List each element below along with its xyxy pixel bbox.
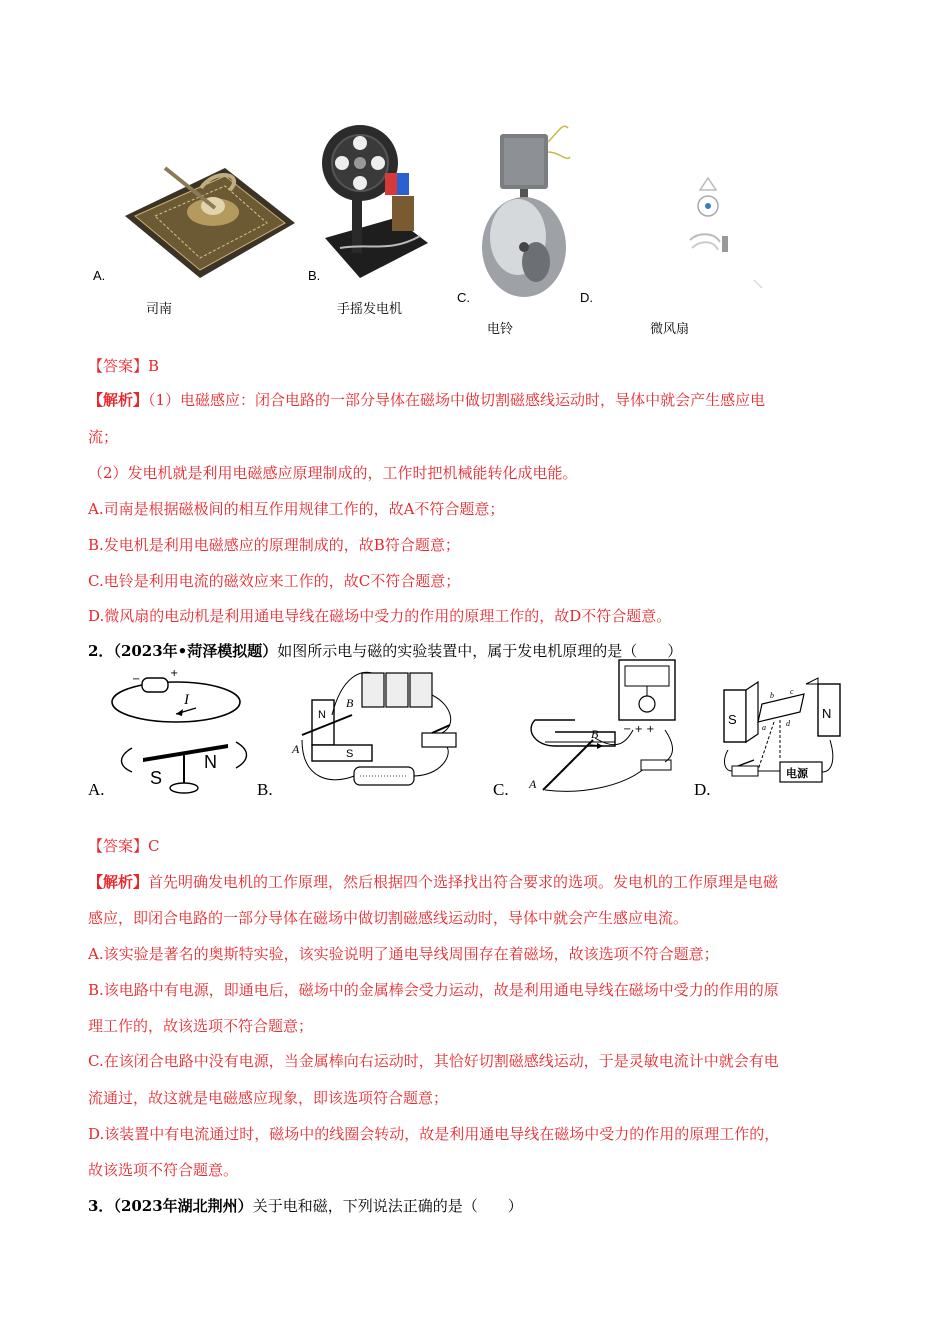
point-a-label: A [292,742,300,756]
q1-analysis-line-1 [88,390,765,410]
q2-analysis-opt-d-2: 故该选项不符合题意。 [88,1161,239,1179]
question-source: （2023年•菏泽模拟题） [113,642,278,660]
q2-analysis-opt-d-1: D.该装置中有电流通过时，磁场中的线圈会转动，故是利用通电导线在磁场中受力的作用的原理工作的， [88,1125,780,1143]
q2-analysis-opt-a: A.该实验是著名的奥斯特实验，该实验说明了通电导线周围存在着磁场，故该选项不符合题意； [88,945,719,963]
question-number: 3． [88,1197,114,1215]
q2-option-b-label: B. [257,780,273,799]
point-b-label: B [591,727,599,741]
q1-analysis-opt-c: C.电铃是利用电流的磁效应来工作的，故C不符合题意； [88,572,461,590]
pole-n-label: N [318,709,326,721]
q2-diagram-b [282,655,472,795]
q2-analysis-opt-c-2: 流通过，故这就是电磁感应现象，即该选项符合题意； [88,1089,449,1107]
answer-tag: 【答案】 [88,357,149,375]
point-b-label: B [346,696,354,710]
q1-option-b-caption: 手摇发电机 [337,302,403,317]
q2-analysis-opt-b-2: 理工作的，故该选项不符合题意； [88,1017,314,1035]
q1-analysis-opt-d: D.微风扇的电动机是利用通电导线在磁场中受力的作用的原理工作的，故D不符合题意。 [88,607,672,625]
svg-text:a: a [762,723,766,732]
q2-analysis-line-2: 感应，即闭合电路的一部分导体在磁场中做切割磁感线运动时，导体中就会产生感应电流。 [88,909,689,927]
answer-tag: 【答案】 [88,837,149,855]
svg-text:c: c [790,687,794,696]
answer-value: C [148,837,160,855]
q2-diagram-d [718,670,848,800]
q2-analysis-line-1 [88,872,778,892]
svg-text:+: + [170,668,179,679]
q1-option-c-image [478,122,573,302]
q1-option-c-caption: 电铃 [487,322,514,337]
svg-text:−: − [132,674,141,685]
svg-text:b: b [770,691,774,700]
q1-option-a-caption: 司南 [146,302,173,317]
power-source-label: 电源 [786,767,808,780]
pole-s-label: S [150,768,163,788]
q1-option-a-image [105,128,300,293]
question-stem: 如图所示电与磁的实验装置中，属于发电机原理的是（ ） [277,642,683,660]
question-number: 2． [88,642,114,660]
q1-option-a-label: A. [93,268,106,283]
answer-value: B [148,357,160,375]
q1-option-b-image [320,118,430,298]
pole-s-label: S [728,712,737,727]
svg-text:d: d [786,719,790,728]
q2-diagram-a [88,660,258,805]
q1-analysis-opt-a: A.司南是根据磁极间的相互作用规律工作的，故A不符合题意； [88,500,505,518]
current-label: I [184,692,189,708]
q1-option-b-label: B. [308,268,321,283]
svg-text:− + +: − + + [623,724,655,735]
analysis-text: 首先明确发电机的工作原理，然后根据四个选择找出符合要求的选项。发电机的工作原理是电磁 [148,873,779,891]
point-a-label: A [529,777,537,791]
analysis-tag: 【解析】 [88,873,149,891]
q1-analysis-line-1-cont: 流； [88,428,119,446]
q1-option-d-label: D. [580,290,593,305]
q1-option-d-image [670,170,770,300]
q2-diagram-c [515,650,685,800]
pole-n-label: N [822,706,832,721]
question-source: （2023年湖北荆州） [113,1197,253,1215]
q2-option-a-label: A. [88,780,105,799]
q2-analysis-opt-b-1: B.该电路中有电源，即通电后，磁场中的金属棒会受力运动，故是利用通电导线在磁场中受力的作用的原 [88,981,779,999]
pole-s-label: S [346,748,354,760]
analysis-text: （1）电磁感应：闭合电路的一部分导体在磁场中做切割磁感线运动时，导体中就会产生感应电 [148,391,766,409]
q1-analysis-line-2: （2）发电机就是利用电磁感应原理制成的，工作时把机械能转化成电能。 [88,464,578,482]
q1-option-c-label: C. [457,290,470,305]
q2-option-c-label: C. [493,780,509,799]
q2-answer [88,836,160,856]
q1-option-d-caption: 微风扇 [650,322,690,337]
q1-answer [88,356,159,376]
pole-n-label: N [204,752,217,772]
q2-analysis-opt-c-1: C.在该闭合电路中没有电源，当金属棒向右运动时，其恰好切割磁感线运动，于是灵敏电流计中就会有电 [88,1052,779,1070]
q1-analysis-opt-b: B.发电机是利用电磁感应的原理制成的，故B符合题意； [88,536,460,554]
analysis-tag: 【解析】 [88,391,149,409]
q2-option-d-label: D. [694,780,711,799]
q3-stem [88,1196,523,1216]
question-stem: 关于电和磁，下列说法正确的是（ ） [252,1197,523,1215]
